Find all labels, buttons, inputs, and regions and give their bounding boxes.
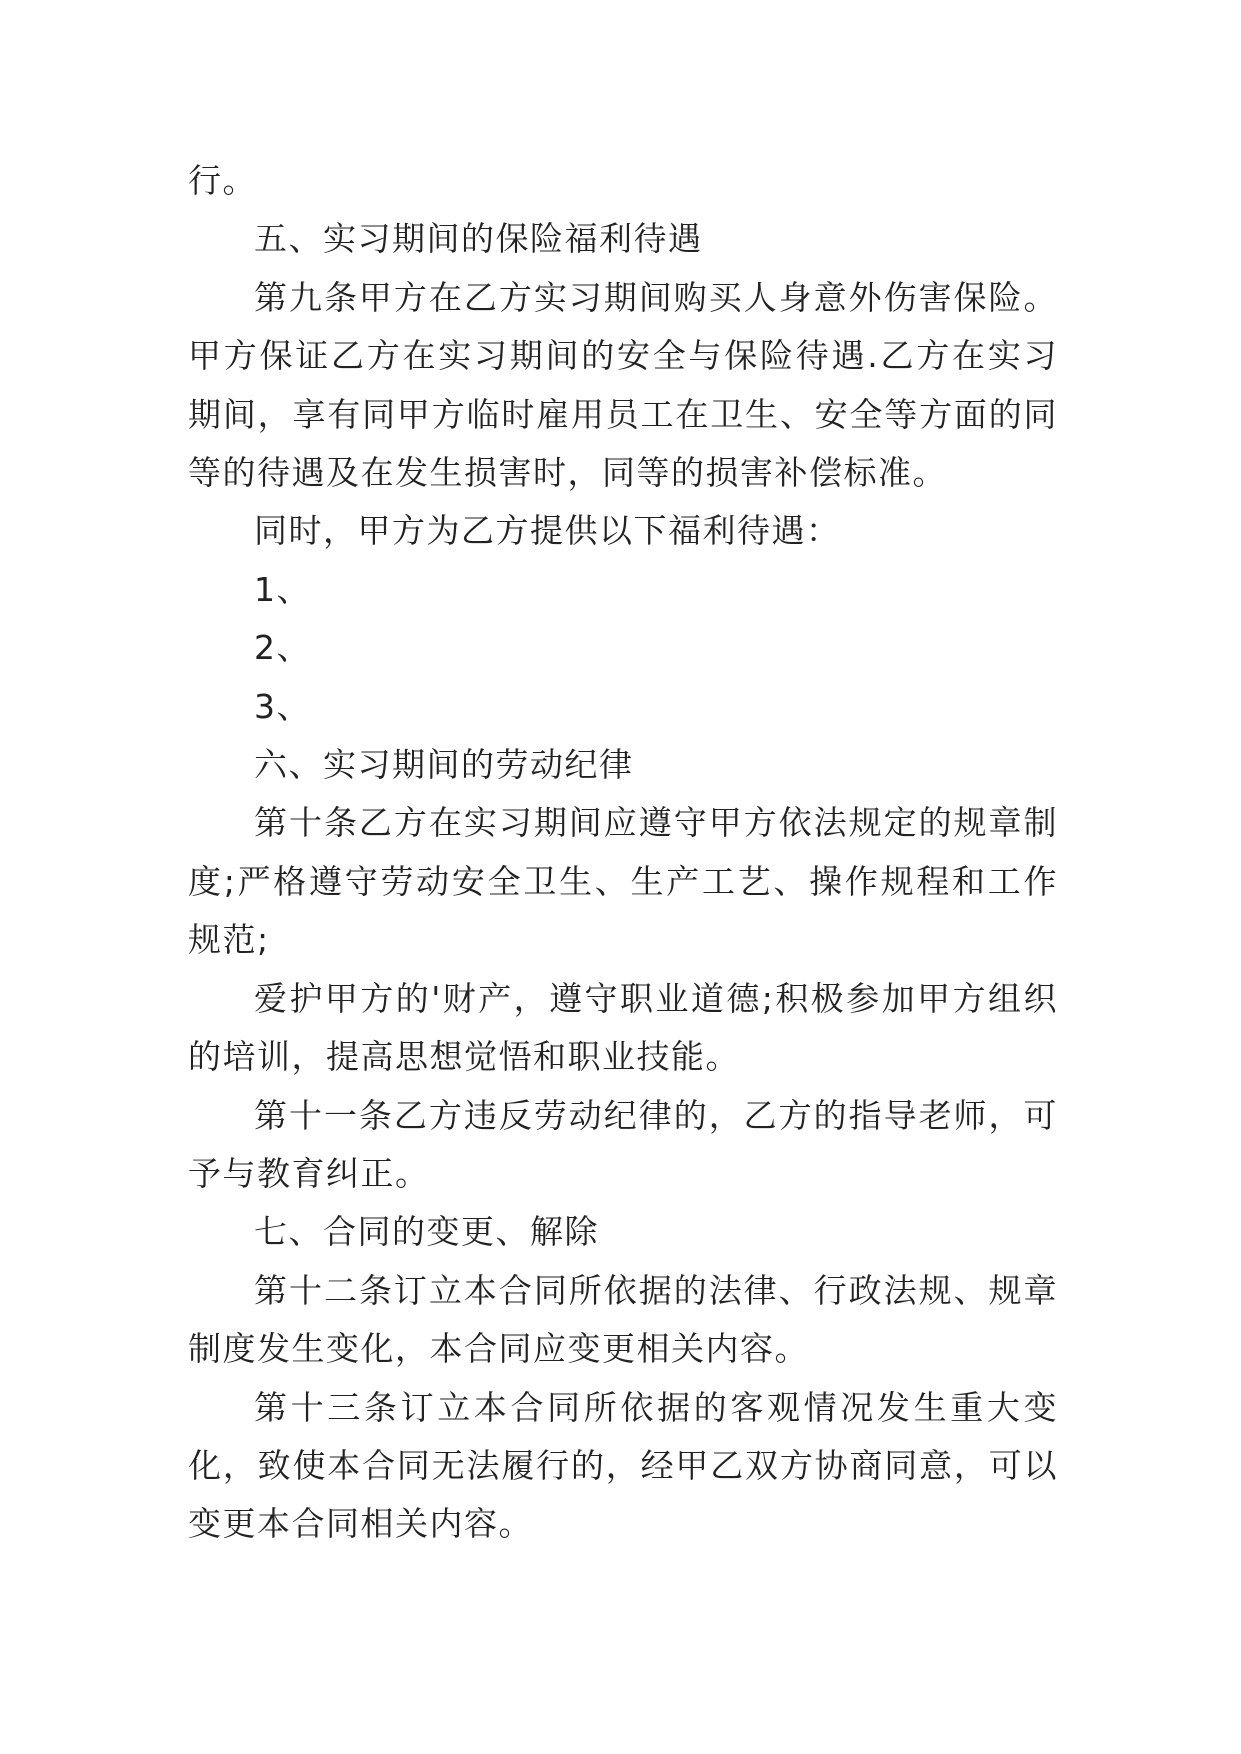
- paragraph-article-9: 第九条甲方在乙方实习期间购买人身意外伤害保险。甲方保证乙方在实习期间的安全与保险待遇.乙方在实习期间，享有同甲方临时雇用员工在卫生、安全等方面的同等的待遇及在发生损害时，同等的损害补偿标准。: [188, 277, 1058, 493]
- section-heading-contract-change: 七、合同的变更、解除: [254, 1212, 599, 1252]
- list-item-benefit-1: 1、: [254, 569, 311, 609]
- paragraph-article-11: 第十一条乙方违反劳动纪律的，乙方的指导老师，可予与教育纠正。: [188, 1095, 1058, 1193]
- list-item-benefit-3: 3、: [254, 686, 311, 726]
- paragraph-article-13: 第十三条订立本合同所依据的客观情况发生重大变化，致使本合同无法履行的，经甲乙双方协商同意，可以变更本合同相关内容。: [188, 1387, 1058, 1544]
- section-heading-insurance-benefits: 五、实习期间的保险福利待遇: [254, 219, 703, 259]
- paragraph-article-12: 第十二条订立本合同所依据的法律、行政法规、规章制度发生变化，本合同应变更相关内容。: [188, 1270, 1058, 1369]
- paragraph-property-ethics: 爱护甲方的'财产，遵守职业道德;积极参加甲方组织的培训，提高思想觉悟和职业技能。: [188, 978, 1058, 1077]
- paragraph-benefits-intro: 同时，甲方为乙方提供以下福利待遇：: [254, 511, 841, 551]
- paragraph-continuation: 行。: [188, 161, 257, 200]
- list-item-benefit-2: 2、: [254, 628, 311, 668]
- paragraph-article-10: 第十条乙方在实习期间应遵守甲方依法规定的规章制度;严格遵守劳动安全卫生、生产工艺、操作规程和工作规范;: [188, 803, 1058, 960]
- section-heading-labor-discipline: 六、实习期间的劳动纪律: [254, 745, 634, 785]
- document-body: [188, 152, 1058, 1554]
